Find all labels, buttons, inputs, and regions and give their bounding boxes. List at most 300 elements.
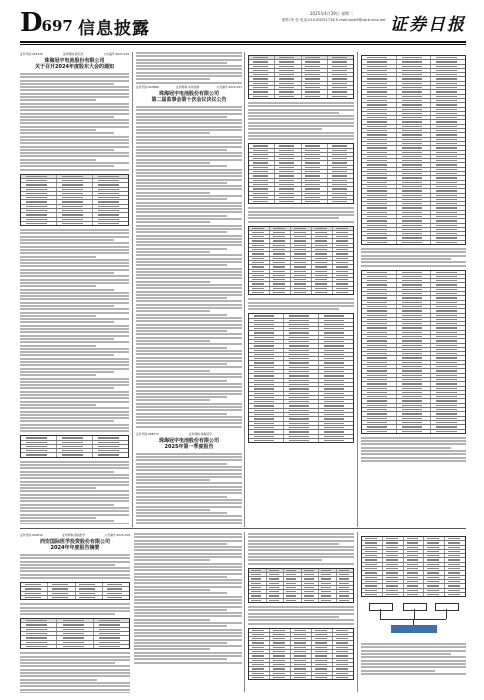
table-cell	[431, 65, 465, 68]
table-cell	[284, 387, 319, 390]
table-cell	[431, 404, 465, 407]
table-cell	[397, 103, 432, 106]
table-cell	[431, 155, 465, 158]
table-cell	[249, 90, 275, 93]
table-cell	[312, 637, 333, 640]
text-line	[248, 609, 354, 611]
table-cell	[362, 283, 397, 286]
table-cell	[431, 421, 465, 424]
text-line	[20, 136, 129, 138]
section-divider	[20, 528, 466, 529]
table-cell	[397, 326, 432, 329]
table-cell	[312, 270, 333, 273]
balance-sheet	[361, 52, 466, 524]
text-line	[134, 652, 242, 654]
table-cell	[397, 95, 432, 98]
table-cell	[284, 392, 319, 395]
table-cell	[93, 213, 128, 216]
table-cell	[270, 248, 291, 251]
table-cell	[362, 301, 397, 304]
table-cell	[424, 576, 445, 579]
article-body	[361, 437, 466, 462]
text-line	[134, 596, 242, 598]
article-body	[20, 229, 129, 432]
text-line	[136, 231, 227, 233]
table-cell	[362, 108, 397, 111]
table-cell	[21, 445, 57, 448]
text-line	[134, 625, 227, 627]
table-cell	[302, 192, 328, 195]
table-cell	[404, 537, 425, 540]
table-cell	[94, 623, 129, 626]
table-cell	[445, 593, 465, 596]
text-line	[361, 251, 466, 253]
text-line	[20, 364, 129, 366]
table-cell	[57, 445, 93, 448]
table-cell	[319, 357, 353, 360]
ownership-diagram	[361, 601, 466, 643]
text-line	[20, 481, 129, 483]
text-line	[136, 277, 242, 279]
table-cell	[291, 261, 312, 264]
table-cell	[397, 73, 432, 76]
table-cell	[284, 404, 319, 407]
table-cell	[319, 340, 353, 343]
table-cell	[397, 168, 432, 171]
masthead-rule	[20, 41, 466, 43]
table-cell	[445, 589, 465, 592]
text-line	[20, 315, 96, 317]
table-cell	[319, 573, 337, 576]
text-line	[20, 103, 129, 105]
text-line	[134, 662, 242, 664]
table-cell	[284, 396, 319, 399]
text-line	[20, 126, 129, 128]
text-line	[248, 105, 354, 107]
table-cell	[333, 227, 353, 230]
table-cell	[362, 352, 397, 355]
article-body	[248, 102, 354, 140]
table-cell	[362, 103, 397, 106]
table-cell	[431, 387, 465, 390]
table-cell	[319, 413, 353, 416]
table-cell	[249, 231, 270, 234]
text-line	[134, 563, 242, 565]
table-cell	[249, 573, 267, 576]
table-cell	[445, 584, 465, 587]
table-cell	[431, 163, 465, 166]
table-cell	[431, 412, 465, 415]
text-line	[20, 675, 130, 677]
text-line	[136, 159, 242, 161]
table-cell	[397, 172, 432, 175]
table-cell	[312, 282, 333, 285]
text-line	[20, 656, 130, 658]
text-line	[20, 348, 129, 350]
table-cell	[302, 183, 328, 186]
table-cell	[284, 577, 302, 580]
table-cell	[249, 82, 275, 85]
table-cell	[397, 301, 432, 304]
table-cell	[284, 594, 302, 597]
table-cell	[270, 270, 291, 273]
table-cell	[291, 667, 312, 670]
table-cell	[312, 235, 333, 238]
text-line	[248, 132, 354, 134]
table-cell	[362, 593, 383, 596]
table-cell	[397, 146, 432, 149]
text-line	[20, 464, 129, 466]
table-row	[249, 291, 353, 294]
article-4-tables	[248, 533, 354, 693]
table-cell	[337, 582, 354, 585]
text-line	[361, 660, 466, 662]
text-line	[20, 557, 130, 559]
text-line	[20, 682, 130, 684]
table-cell	[333, 274, 353, 277]
table-cell	[302, 599, 320, 602]
table-cell	[249, 392, 284, 395]
table-cell	[270, 261, 291, 264]
text-line	[248, 563, 354, 565]
table-cell	[404, 580, 425, 583]
table-cell	[312, 650, 333, 653]
table-cell	[362, 292, 397, 295]
text-line	[136, 52, 242, 54]
table-cell	[362, 430, 397, 433]
table-cell	[319, 404, 353, 407]
table-cell	[397, 236, 432, 239]
table-cell	[291, 252, 312, 255]
table-row	[21, 453, 128, 456]
text-line	[136, 380, 227, 382]
text-line	[134, 655, 242, 657]
table-cell	[333, 261, 353, 264]
text-line	[20, 368, 129, 370]
text-line	[20, 338, 114, 340]
table-cell	[270, 672, 291, 675]
table-cell	[319, 599, 337, 602]
table-cell	[291, 672, 312, 675]
text-line	[136, 146, 242, 148]
table-cell	[431, 430, 465, 433]
table-cell	[431, 309, 465, 312]
table-cell	[275, 161, 301, 164]
table-cell	[362, 95, 397, 98]
table-cell	[431, 146, 465, 149]
table-cell	[362, 202, 397, 205]
table-cell	[291, 248, 312, 251]
table-cell	[319, 439, 353, 442]
table-cell	[431, 322, 465, 325]
text-line	[248, 546, 354, 548]
text-line	[136, 291, 242, 293]
text-line	[136, 258, 242, 260]
table-cell	[249, 370, 284, 373]
text-line	[20, 497, 129, 499]
table-cell	[48, 592, 75, 595]
table-cell	[383, 563, 404, 566]
table-cell	[328, 144, 353, 147]
table-cell	[284, 582, 302, 585]
table-cell	[397, 356, 432, 359]
text-line	[20, 461, 129, 463]
table-cell	[362, 412, 397, 415]
table-cell	[431, 168, 465, 171]
table-cell	[431, 189, 465, 192]
table-cell	[397, 215, 432, 218]
table-cell	[362, 589, 383, 592]
table-cell	[312, 667, 333, 670]
table-cell	[302, 77, 328, 80]
table-cell	[57, 200, 93, 203]
table-cell	[362, 339, 397, 342]
text-line	[20, 411, 129, 413]
table-cell	[397, 206, 432, 209]
table-cell	[270, 637, 291, 640]
table-cell	[270, 291, 291, 294]
table-cell	[397, 361, 432, 364]
table-cell	[103, 592, 129, 595]
text-line	[136, 390, 242, 392]
table-cell	[397, 399, 432, 402]
text-line	[136, 396, 227, 398]
table-cell	[103, 596, 129, 599]
text-line	[134, 536, 242, 538]
text-line	[20, 312, 129, 314]
table-cell	[275, 166, 301, 169]
table-cell	[284, 409, 319, 412]
table-cell	[275, 187, 301, 190]
table-cell	[431, 73, 465, 76]
table-cell	[397, 271, 432, 274]
table-cell	[397, 138, 432, 141]
text-line	[136, 155, 242, 157]
text-line	[136, 419, 242, 421]
table-cell	[284, 361, 319, 364]
table-cell	[424, 554, 445, 557]
text-line	[20, 256, 96, 258]
text-line	[20, 374, 96, 376]
table-cell	[270, 650, 291, 653]
table-cell	[249, 404, 284, 407]
text-line	[248, 214, 354, 216]
table-cell	[404, 546, 425, 549]
column-divider	[244, 532, 245, 692]
text-line	[361, 460, 466, 462]
text-line	[136, 264, 227, 266]
table-cell	[362, 318, 397, 321]
table-cell	[249, 166, 275, 169]
text-line	[20, 378, 129, 380]
table-cell	[328, 174, 353, 177]
table-cell	[362, 309, 397, 312]
table-cell	[431, 159, 465, 162]
table-cell	[431, 120, 465, 123]
table-cell	[445, 558, 465, 561]
table-cell	[291, 227, 312, 230]
table-cell	[362, 356, 397, 359]
table-cell	[275, 192, 301, 195]
text-line	[20, 487, 96, 489]
table-cell	[291, 265, 312, 268]
table-cell	[362, 211, 397, 214]
text-line	[20, 394, 129, 396]
table-cell	[431, 241, 465, 244]
diagram-node	[435, 603, 459, 611]
table-cell	[291, 633, 312, 636]
table-cell	[249, 340, 284, 343]
table-cell	[397, 181, 432, 184]
table-cell	[48, 583, 75, 586]
editor-line: 制作/李 莹 电话:010-83251716 E-mail:zqrb9@zqrb.sina.net	[282, 18, 386, 22]
text-line	[248, 606, 354, 608]
table-cell	[431, 275, 465, 278]
text-line	[136, 300, 242, 302]
text-line	[361, 656, 466, 658]
table-cell	[21, 449, 57, 452]
text-line	[20, 500, 129, 502]
table-cell	[424, 584, 445, 587]
table-cell	[275, 73, 301, 76]
text-line	[136, 195, 242, 197]
table-cell	[397, 142, 432, 145]
table-cell	[57, 218, 93, 221]
table-cell	[270, 278, 291, 281]
table-cell	[249, 327, 284, 330]
text-line	[136, 320, 242, 322]
table-cell	[21, 205, 57, 208]
text-line	[136, 347, 227, 349]
text-line	[136, 343, 242, 345]
table-cell	[249, 435, 284, 438]
table-cell	[291, 274, 312, 277]
table-cell	[57, 449, 93, 452]
table-cell	[94, 641, 129, 644]
table-cell	[302, 73, 328, 76]
text-line	[136, 502, 242, 504]
text-line	[20, 119, 129, 121]
table-cell	[284, 599, 302, 602]
table-cell	[328, 60, 353, 63]
text-line	[134, 553, 242, 555]
table-cell	[284, 586, 302, 589]
table-cell	[362, 125, 397, 128]
table-cell	[21, 218, 57, 221]
table-cell	[302, 153, 328, 156]
article-body	[248, 533, 354, 565]
table-cell	[312, 227, 333, 230]
table-cell	[431, 296, 465, 299]
text-line	[136, 254, 242, 256]
table-cell	[312, 248, 333, 251]
table-cell	[249, 287, 270, 290]
table-cell	[319, 344, 353, 347]
text-line	[20, 232, 129, 234]
text-line	[20, 679, 97, 681]
text-line	[20, 577, 130, 579]
table-cell	[302, 170, 328, 173]
text-line	[20, 613, 115, 615]
table-cell	[431, 279, 465, 282]
table-cell	[57, 209, 93, 212]
table-cell	[328, 161, 353, 164]
table-cell	[431, 181, 465, 184]
table-cell	[397, 279, 432, 282]
text-line	[136, 65, 242, 67]
text-line	[20, 295, 129, 297]
table-cell	[328, 187, 353, 190]
table-cell	[57, 623, 93, 626]
table-cell	[397, 69, 432, 72]
table-cell	[431, 352, 465, 355]
text-line	[136, 208, 242, 210]
table-cell	[431, 301, 465, 304]
text-line	[20, 139, 129, 141]
text-line	[248, 138, 354, 140]
text-line	[136, 287, 242, 289]
table-cell	[249, 383, 284, 386]
article-1	[20, 52, 129, 524]
table-cell	[284, 323, 319, 326]
diagram-node	[403, 603, 427, 611]
table-cell	[431, 361, 465, 364]
table-cell	[93, 436, 128, 439]
table-cell	[397, 224, 432, 227]
article-body	[248, 207, 354, 222]
table-cell	[302, 161, 328, 164]
table-cell	[275, 90, 301, 93]
text-line	[136, 122, 242, 124]
text-line	[361, 261, 466, 263]
table-cell	[362, 142, 397, 145]
text-line	[136, 466, 242, 468]
table-cell	[397, 288, 432, 291]
text-line	[136, 136, 242, 138]
text-line	[134, 606, 242, 608]
table-cell	[57, 632, 93, 635]
table-cell	[275, 77, 301, 80]
table-cell	[397, 60, 432, 63]
table-cell	[431, 395, 465, 398]
table-cell	[431, 348, 465, 351]
table-cell	[249, 646, 270, 649]
text-line	[136, 370, 210, 372]
text-line	[136, 506, 242, 508]
text-line	[136, 235, 242, 237]
table-cell	[397, 331, 432, 334]
table-cell	[362, 399, 397, 402]
table-cell	[270, 667, 291, 670]
table-cell	[337, 590, 354, 593]
text-line	[20, 570, 130, 572]
table-cell	[249, 144, 275, 147]
text-line	[20, 229, 129, 231]
text-line	[134, 602, 242, 604]
table-cell	[275, 179, 301, 182]
text-line	[20, 285, 96, 287]
table-cell	[397, 228, 432, 231]
table-cell	[302, 86, 328, 89]
article-table	[20, 174, 129, 227]
text-line	[20, 685, 130, 687]
table-cell	[249, 278, 270, 281]
table-cell	[302, 166, 328, 169]
table-cell	[431, 408, 465, 411]
text-line	[136, 119, 242, 121]
table-cell	[319, 370, 353, 373]
table-cell	[431, 198, 465, 201]
